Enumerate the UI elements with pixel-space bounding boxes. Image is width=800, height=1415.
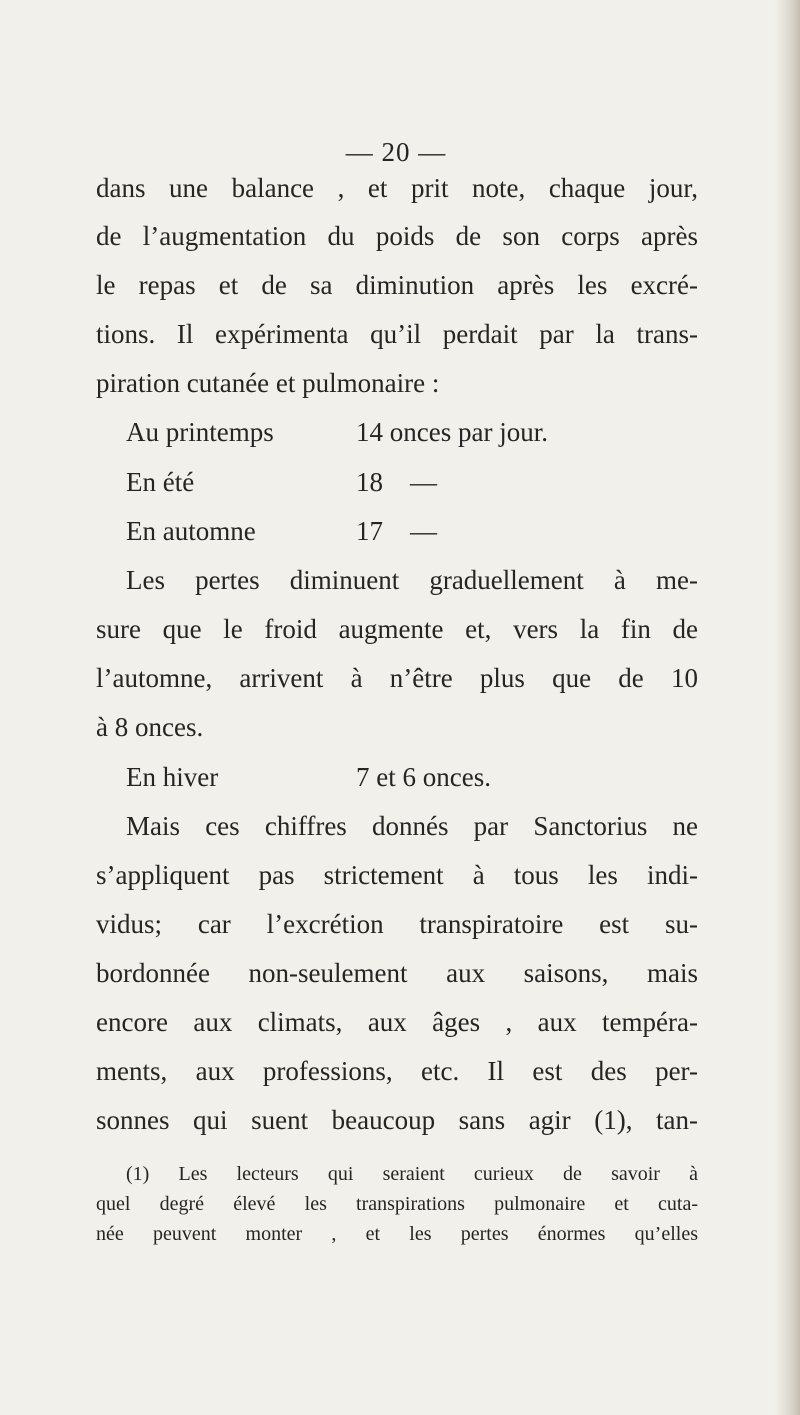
text-line: le repas et de sa diminution après les excré- <box>96 270 698 300</box>
text-line: Les pertes diminuent graduellement à me- <box>126 565 698 595</box>
season-label: En automne <box>126 516 256 546</box>
season-label: En été <box>126 467 195 497</box>
text-line: sure que le froid augmente et, vers la fin de <box>96 614 698 644</box>
text-line: dans une balance , et prit note, chaque jour, <box>96 173 698 203</box>
text-line: tions. Il expérimenta qu’il perdait par la trans- <box>96 319 698 349</box>
season-value: 14 onces par jour. <box>356 417 548 447</box>
text-line: Mais ces chiffres donnés par Sanctorius ne <box>126 811 698 841</box>
season-label: En hiver <box>126 762 219 792</box>
text-line: ments, aux professions, etc. Il est des per- <box>96 1056 698 1086</box>
text-line: l’automne, arrivent à n’être plus que de 10 <box>96 663 698 693</box>
season-value: 17 — <box>356 516 437 546</box>
season-value: 7 et 6 onces. <box>356 762 491 792</box>
text-line: piration cutanée et pulmonaire : <box>96 368 440 398</box>
footnote-line: née peuvent monter , et les pertes énormes qu’elles <box>96 1223 698 1245</box>
text-line: de l’augmentation du poids de son corps après <box>96 221 698 251</box>
text-line: sonnes qui suent beaucoup sans agir (1), tan- <box>96 1105 698 1135</box>
footnote-line: quel degré élevé les transpirations pulmonaire et cuta- <box>96 1193 698 1215</box>
page-number: — 20 — <box>345 137 447 167</box>
text-line: s’appliquent pas strictement à tous les indi- <box>96 860 698 890</box>
season-label: Au printemps <box>126 417 274 447</box>
text-line: vidus; car l’excrétion transpiratoire est su- <box>96 909 698 939</box>
footnote-line: (1) Les lecteurs qui seraient curieux de savoir à <box>126 1163 698 1185</box>
text-line: encore aux climats, aux âges , aux tempéra- <box>96 1007 698 1037</box>
season-value: 18 — <box>356 467 437 497</box>
text-line: bordonnée non-seulement aux saisons, mais <box>96 958 698 988</box>
text-line: à 8 onces. <box>96 712 204 742</box>
